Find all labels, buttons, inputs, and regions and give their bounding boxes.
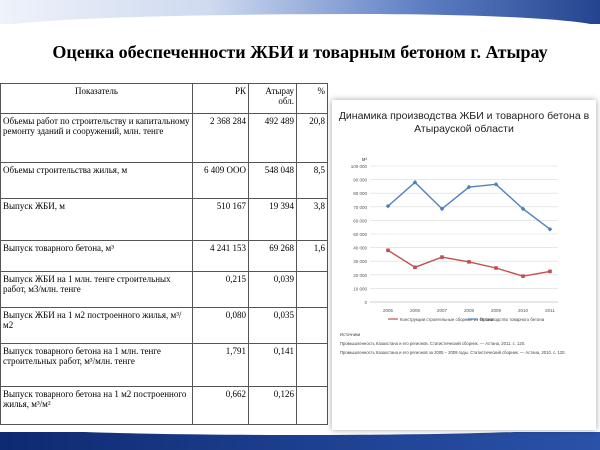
cell-rk: 0,662 [193,387,249,425]
y-tick-label: 60 000 [353,218,367,224]
cell-atyrau: 19 394 [249,199,297,241]
y-tick-label: 40 000 [353,245,367,251]
cell-atyrau: 0,126 [249,387,297,425]
y-tick-label: 70 000 [353,204,367,210]
row-label: Выпуск ЖБИ, м [1,199,193,241]
cell-rk: 2 368 284 [193,114,249,163]
row-label: Объемы строительства жилья, м [1,163,193,199]
header-percent: % [297,84,328,114]
cell-percent [297,387,328,425]
cell-percent: 8,5 [297,163,328,199]
y-tick-label: 20 000 [353,272,367,278]
cell-rk: 0,080 [193,308,249,344]
chart-title: Динамика производства ЖБИ и товарного бетона в Атырауской области [338,110,590,135]
slide-title: Оценка обеспеченности ЖБИ и товарным бетоном г. Атырау [52,42,548,62]
data-point [386,249,390,253]
y-tick-label: 50 000 [353,232,367,237]
cell-atyrau: 69 268 [249,241,297,272]
data-point [521,274,525,278]
y-tick-label: 80 000 [353,191,367,197]
cell-atyrau: 548 048 [249,163,297,199]
table-row [1,344,328,387]
sources-heading: Источники [340,332,361,337]
cell-atyrau: 492 489 [249,114,297,163]
cell-percent: 1,6 [297,241,328,272]
cell-rk: 0,215 [193,272,249,308]
data-point [494,266,498,270]
y-tick-label: 30 000 [353,259,367,265]
x-tick-label: 2007 [436,308,448,313]
y-axis-label: м³ [362,157,368,163]
table-row [1,308,328,344]
x-tick-label: 2006 [409,308,421,313]
x-tick-label: 2005 [382,308,394,313]
cell-percent [297,344,328,387]
table-row [1,114,328,163]
cell-percent: 3,8 [297,199,328,241]
row-label: Выпуск товарного бетона на 1 м2 построенного жилья, м³/м² [1,387,193,425]
legend-label: Конструкции строительные сборные из бетона [400,316,494,322]
row-label: Выпуск ЖБИ на 1 млн. тенге строительных работ, м3/млн. тенге [1,272,193,308]
table-row [1,272,328,308]
cell-percent [297,272,328,308]
cell-rk: 6 409 ООО [193,163,249,199]
header-indicator: Показатель [1,84,193,114]
y-tick-label: 10 000 [353,286,367,292]
source-item: Промышленность Казахстана и его регионов. Статистический сборник. — Астана, 2011. с. 120. [340,341,526,346]
y-tick-label: 90 000 [353,177,367,183]
table-row [1,387,328,425]
data-point [548,270,552,274]
cell-atyrau: 0,039 [249,272,297,308]
x-tick-label: 2011 [545,308,555,313]
x-tick-label: 2008 [463,308,475,313]
table-row [1,241,328,272]
row-label: Объемы работ по строительству и капитальному ремонту зданий и сооружений, млн. тенге [1,114,193,163]
y-tick-label: 0 [364,300,367,305]
table-row [1,163,328,199]
header-atyrau: Атырау обл. [249,84,297,114]
line-chart [332,100,596,330]
row-label: Выпуск товарного бетона на 1 млн. тенге строительных работ, м³/млн. тенге [1,344,193,387]
x-tick-label: 2010 [517,308,529,313]
table-row [1,199,328,241]
cell-atyrau: 0,141 [249,344,297,387]
source-item: Промышленность Казахстана и его регионов за 2005 – 2009 годы. Статистический сборник. — Астана, 2010. с. 120. [340,350,566,355]
footer-band [0,432,600,450]
cell-rk: 4 241 153 [193,241,249,272]
row-label: Выпуск ЖБИ на 1 м2 построенного жилья, м³/м2 [1,308,193,344]
cell-rk: 510 167 [193,199,249,241]
sources-block [340,332,590,359]
cell-percent [297,308,328,344]
data-point [440,255,444,259]
cell-percent: 20,8 [297,114,328,163]
legend-label: Производство товарного бетона [480,316,545,322]
y-tick-label: 100 000 [350,164,367,169]
x-tick-label: 2009 [490,308,502,313]
cell-rk: 1,791 [193,344,249,387]
data-point [467,260,471,264]
row-label: Выпуск товарного бетона, м³ [1,241,193,272]
header-band [0,0,600,24]
cell-atyrau: 0,035 [249,308,297,344]
data-table [0,83,328,425]
header-rk: РК [193,84,249,114]
chart-panel [332,100,596,430]
data-point [413,266,417,270]
